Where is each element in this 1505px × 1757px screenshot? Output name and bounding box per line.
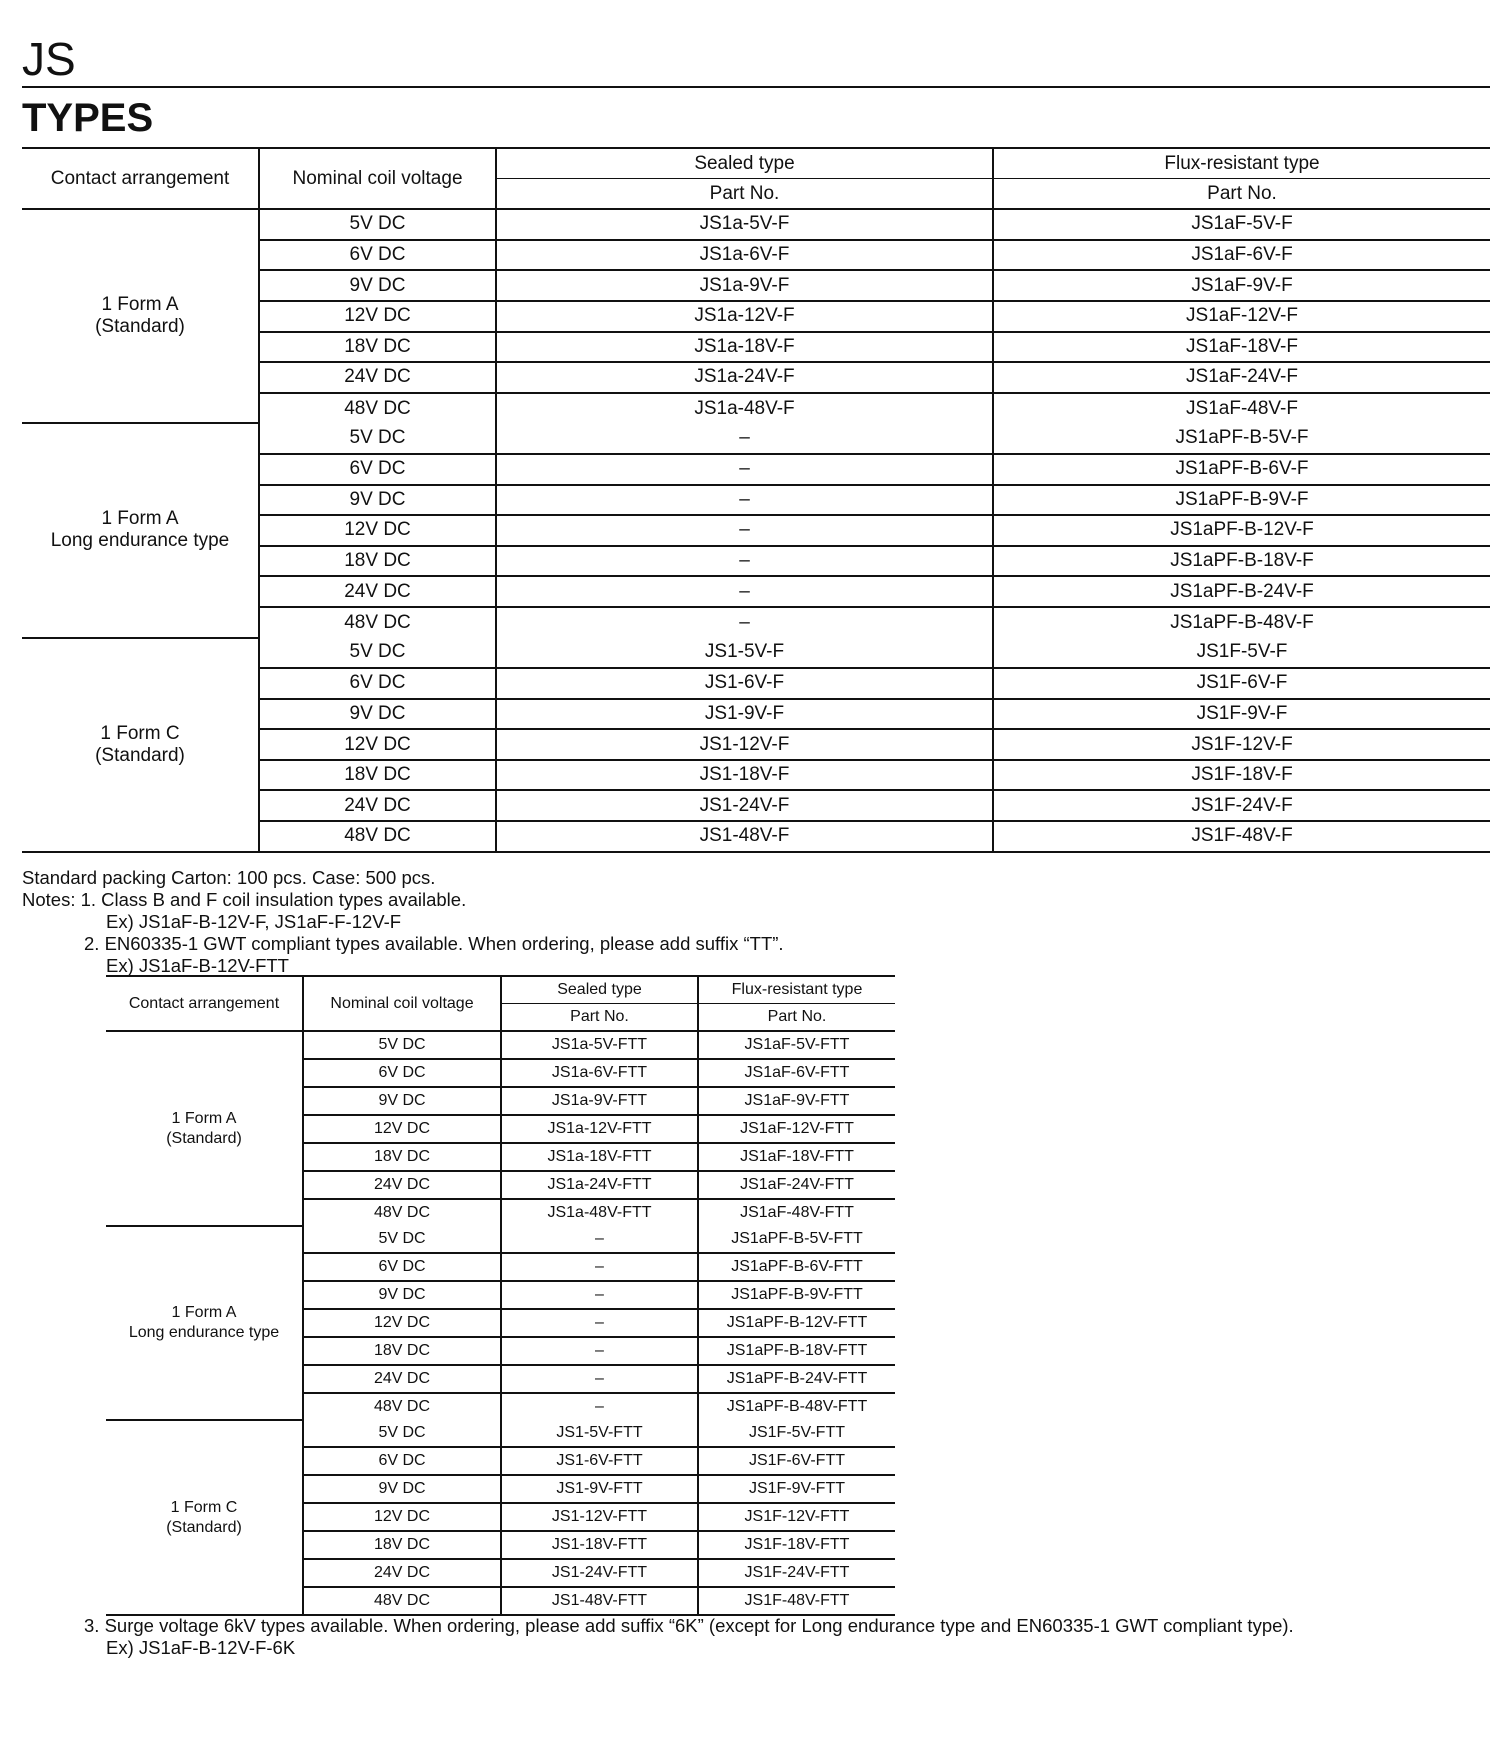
note-2: 2. EN60335-1 GWT compliant types available. When ordering, please add suffix “TT”. — [84, 933, 784, 954]
contact-arrangement-cell — [106, 1226, 303, 1420]
types-table — [22, 147, 1490, 853]
coil-voltage-cell: 18V DC — [303, 1337, 501, 1365]
header-nominal-coil-voltage: Nominal coil voltage — [259, 148, 496, 209]
sealed-part-no-cell: – — [496, 576, 993, 607]
sealed-part-no-cell: JS1a-24V-FTT — [501, 1171, 698, 1199]
flux-part-no-cell: JS1aF-48V-FTT — [698, 1199, 895, 1226]
coil-voltage-cell: 6V DC — [303, 1059, 501, 1087]
flux-part-no-cell: JS1aPF-B-9V-FTT — [698, 1281, 895, 1309]
flux-part-no-cell: JS1aPF-B-5V-FTT — [698, 1226, 895, 1253]
header-nominal-coil-voltage: Nominal coil voltage — [303, 976, 501, 1031]
contact-arrangement-line: (Standard) — [95, 316, 185, 338]
notes-top — [22, 867, 784, 977]
coil-voltage-cell: 12V DC — [303, 1115, 501, 1143]
types-table-body — [22, 209, 1490, 851]
header-part-no-flux: Part No. — [698, 1004, 895, 1032]
note-1: Notes: 1. Class B and F coil insulation types available. — [22, 889, 467, 910]
header-part-no-flux: Part No. — [993, 179, 1490, 210]
table-row — [106, 1226, 895, 1253]
coil-voltage-cell: 18V DC — [259, 760, 496, 791]
flux-part-no-cell: JS1aF-5V-F — [993, 209, 1490, 240]
contact-arrangement-line: 1 Form A — [171, 1304, 237, 1321]
flux-part-no-cell: JS1aPF-B-12V-FTT — [698, 1309, 895, 1337]
flux-part-no-cell: JS1aF-18V-F — [993, 332, 1490, 363]
flux-part-no-cell: JS1aF-9V-FTT — [698, 1087, 895, 1115]
flux-part-no-cell: JS1aPF-B-24V-FTT — [698, 1365, 895, 1393]
header-sealed-type: Sealed type — [501, 976, 698, 1004]
coil-voltage-cell: 12V DC — [259, 301, 496, 332]
coil-voltage-cell: 24V DC — [259, 790, 496, 821]
section-title: TYPES — [22, 96, 154, 140]
contact-arrangement-line: 1 Form A — [101, 508, 179, 530]
flux-part-no-cell: JS1aPF-B-6V-F — [993, 454, 1490, 485]
sealed-part-no-cell: JS1a-48V-FTT — [501, 1199, 698, 1226]
notes-bottom — [84, 1615, 1294, 1659]
flux-part-no-cell: JS1aPF-B-5V-F — [993, 423, 1490, 454]
flux-part-no-cell: JS1F-18V-F — [993, 760, 1490, 791]
header-contact-arrangement: Contact arrangement — [22, 148, 259, 209]
header-sealed-type: Sealed type — [496, 148, 993, 179]
packing-note: Standard packing Carton: 100 pcs. Case: 500 pcs. — [22, 867, 436, 888]
coil-voltage-cell: 9V DC — [303, 1087, 501, 1115]
coil-voltage-cell: 6V DC — [259, 454, 496, 485]
flux-part-no-cell: JS1F-24V-F — [993, 790, 1490, 821]
flux-part-no-cell: JS1aPF-B-24V-F — [993, 576, 1490, 607]
flux-part-no-cell: JS1aF-6V-FTT — [698, 1059, 895, 1087]
flux-part-no-cell: JS1aF-12V-FTT — [698, 1115, 895, 1143]
coil-voltage-cell: 48V DC — [259, 393, 496, 424]
contact-arrangement-line: 1 Form A — [101, 294, 179, 316]
coil-voltage-cell: 9V DC — [259, 485, 496, 516]
table-row — [22, 638, 1490, 669]
series-name: JS — [22, 33, 76, 85]
contact-arrangement-cell — [22, 423, 259, 637]
sealed-part-no-cell: JS1-12V-F — [496, 729, 993, 760]
sealed-part-no-cell: – — [501, 1365, 698, 1393]
coil-voltage-cell: 48V DC — [259, 607, 496, 638]
contact-arrangement-line: (Standard) — [95, 744, 185, 766]
ftt-types-table-body — [106, 1031, 895, 1615]
contact-arrangement-cell — [106, 1420, 303, 1615]
sealed-part-no-cell: JS1a-6V-FTT — [501, 1059, 698, 1087]
sealed-part-no-cell: JS1a-12V-F — [496, 301, 993, 332]
contact-arrangement-line: 1 Form A — [171, 1109, 237, 1127]
coil-voltage-cell: 24V DC — [259, 362, 496, 393]
flux-part-no-cell: JS1aPF-B-48V-FTT — [698, 1393, 895, 1420]
flux-part-no-cell: JS1aPF-B-12V-F — [993, 515, 1490, 546]
flux-part-no-cell: JS1aF-24V-F — [993, 362, 1490, 393]
coil-voltage-cell: 24V DC — [259, 576, 496, 607]
flux-part-no-cell: JS1aPF-B-18V-F — [993, 546, 1490, 577]
note-2-example: Ex) JS1aF-B-12V-FTT — [106, 955, 289, 976]
sealed-part-no-cell: – — [496, 423, 993, 454]
contact-arrangement-line: Long endurance type — [128, 1324, 280, 1341]
coil-voltage-cell: 6V DC — [259, 668, 496, 699]
flux-part-no-cell: JS1F-48V-FTT — [698, 1587, 895, 1615]
coil-voltage-cell: 24V DC — [303, 1365, 501, 1393]
coil-voltage-cell: 5V DC — [303, 1226, 501, 1253]
sealed-part-no-cell: – — [501, 1226, 698, 1253]
sealed-part-no-cell: – — [501, 1281, 698, 1309]
sealed-part-no-cell: – — [496, 454, 993, 485]
sealed-part-no-cell: JS1-6V-FTT — [501, 1447, 698, 1475]
flux-part-no-cell: JS1aF-18V-FTT — [698, 1143, 895, 1171]
note-1-example: Ex) JS1aF-B-12V-F, JS1aF-F-12V-F — [106, 911, 402, 932]
coil-voltage-cell: 9V DC — [303, 1281, 501, 1309]
coil-voltage-cell: 6V DC — [303, 1447, 501, 1475]
contact-arrangement-line: 1 Form C — [170, 1498, 238, 1516]
sealed-part-no-cell: – — [496, 546, 993, 577]
coil-voltage-cell: 12V DC — [259, 729, 496, 760]
coil-voltage-cell: 9V DC — [303, 1475, 501, 1503]
coil-voltage-cell: 18V DC — [303, 1143, 501, 1171]
sealed-part-no-cell: JS1a-24V-F — [496, 362, 993, 393]
sealed-part-no-cell: JS1a-9V-FTT — [501, 1087, 698, 1115]
coil-voltage-cell: 12V DC — [303, 1503, 501, 1531]
table-row — [22, 423, 1490, 454]
coil-voltage-cell: 9V DC — [259, 270, 496, 301]
contact-arrangement-cell — [106, 1031, 303, 1226]
coil-voltage-cell: 48V DC — [259, 821, 496, 852]
header-part-no-sealed: Part No. — [501, 1004, 698, 1032]
flux-part-no-cell: JS1F-5V-F — [993, 638, 1490, 669]
sealed-part-no-cell: JS1-24V-FTT — [501, 1559, 698, 1587]
flux-part-no-cell: JS1aPF-B-18V-FTT — [698, 1337, 895, 1365]
sealed-part-no-cell: JS1-48V-FTT — [501, 1587, 698, 1615]
sealed-part-no-cell: JS1a-12V-FTT — [501, 1115, 698, 1143]
flux-part-no-cell: JS1aF-12V-F — [993, 301, 1490, 332]
contact-arrangement-line: 1 Form C — [100, 722, 180, 744]
flux-part-no-cell: JS1F-6V-F — [993, 668, 1490, 699]
sealed-part-no-cell: – — [496, 485, 993, 516]
sealed-part-no-cell: JS1a-18V-F — [496, 332, 993, 363]
coil-voltage-cell: 6V DC — [303, 1253, 501, 1281]
contact-arrangement-cell — [22, 209, 259, 423]
sealed-part-no-cell: JS1-5V-FTT — [501, 1420, 698, 1447]
flux-part-no-cell: JS1aF-24V-FTT — [698, 1171, 895, 1199]
table-row — [106, 1031, 895, 1059]
coil-voltage-cell: 18V DC — [259, 546, 496, 577]
contact-arrangement-cell — [22, 638, 259, 852]
contact-arrangement-line: Long endurance type — [50, 530, 230, 552]
sealed-part-no-cell: JS1-24V-F — [496, 790, 993, 821]
coil-voltage-cell: 9V DC — [259, 699, 496, 730]
sealed-part-no-cell: – — [496, 607, 993, 638]
ftt-types-table — [106, 975, 895, 1616]
coil-voltage-cell: 5V DC — [303, 1031, 501, 1059]
coil-voltage-cell: 5V DC — [259, 209, 496, 240]
header-flux-resistant-type: Flux-resistant type — [993, 148, 1490, 179]
sealed-part-no-cell: JS1-9V-FTT — [501, 1475, 698, 1503]
coil-voltage-cell: 18V DC — [303, 1531, 501, 1559]
sealed-part-no-cell: JS1-6V-F — [496, 668, 993, 699]
flux-part-no-cell: JS1aF-6V-F — [993, 240, 1490, 271]
table-row — [106, 1420, 895, 1447]
flux-part-no-cell: JS1F-5V-FTT — [698, 1420, 895, 1447]
coil-voltage-cell: 48V DC — [303, 1199, 501, 1226]
sealed-part-no-cell: JS1-18V-FTT — [501, 1531, 698, 1559]
sealed-part-no-cell: – — [501, 1393, 698, 1420]
coil-voltage-cell: 12V DC — [259, 515, 496, 546]
coil-voltage-cell: 5V DC — [303, 1420, 501, 1447]
sealed-part-no-cell: JS1-9V-F — [496, 699, 993, 730]
sealed-part-no-cell: JS1a-9V-F — [496, 270, 993, 301]
sealed-part-no-cell: JS1a-5V-F — [496, 209, 993, 240]
contact-arrangement-line: (Standard) — [166, 1129, 242, 1147]
sealed-part-no-cell: JS1-48V-F — [496, 821, 993, 852]
flux-part-no-cell: JS1F-9V-F — [993, 699, 1490, 730]
coil-voltage-cell: 5V DC — [259, 638, 496, 669]
flux-part-no-cell: JS1F-9V-FTT — [698, 1475, 895, 1503]
sealed-part-no-cell: JS1-12V-FTT — [501, 1503, 698, 1531]
coil-voltage-cell: 5V DC — [259, 423, 496, 454]
coil-voltage-cell: 18V DC — [259, 332, 496, 363]
coil-voltage-cell: 24V DC — [303, 1559, 501, 1587]
flux-part-no-cell: JS1F-6V-FTT — [698, 1447, 895, 1475]
flux-part-no-cell: JS1aPF-B-48V-F — [993, 607, 1490, 638]
sealed-part-no-cell: JS1a-5V-FTT — [501, 1031, 698, 1059]
coil-voltage-cell: 24V DC — [303, 1171, 501, 1199]
flux-part-no-cell: JS1F-12V-FTT — [698, 1503, 895, 1531]
sealed-part-no-cell: JS1a-18V-FTT — [501, 1143, 698, 1171]
header-contact-arrangement: Contact arrangement — [106, 976, 303, 1031]
flux-part-no-cell: JS1F-12V-F — [993, 729, 1490, 760]
sealed-part-no-cell: – — [496, 515, 993, 546]
coil-voltage-cell: 6V DC — [259, 240, 496, 271]
note-3-example: Ex) JS1aF-B-12V-F-6K — [106, 1637, 296, 1658]
sealed-part-no-cell: JS1a-48V-F — [496, 393, 993, 424]
flux-part-no-cell: JS1aF-5V-FTT — [698, 1031, 895, 1059]
flux-part-no-cell: JS1aPF-B-9V-F — [993, 485, 1490, 516]
table-row — [22, 209, 1490, 240]
coil-voltage-cell: 48V DC — [303, 1393, 501, 1420]
note-3: 3. Surge voltage 6kV types available. When ordering, please add suffix “6K” (except for Long endurance type and EN60335-1 GWT compliant type). — [84, 1615, 1294, 1636]
contact-arrangement-line: (Standard) — [166, 1518, 242, 1536]
flux-part-no-cell: JS1aF-48V-F — [993, 393, 1490, 424]
flux-part-no-cell: JS1aPF-B-6V-FTT — [698, 1253, 895, 1281]
flux-part-no-cell: JS1F-24V-FTT — [698, 1559, 895, 1587]
header-rule — [22, 86, 1490, 88]
sealed-part-no-cell: JS1a-6V-F — [496, 240, 993, 271]
coil-voltage-cell: 48V DC — [303, 1587, 501, 1615]
sealed-part-no-cell: – — [501, 1309, 698, 1337]
header-part-no-sealed: Part No. — [496, 179, 993, 210]
sealed-part-no-cell: – — [501, 1253, 698, 1281]
flux-part-no-cell: JS1F-48V-F — [993, 821, 1490, 852]
sealed-part-no-cell: – — [501, 1337, 698, 1365]
sealed-part-no-cell: JS1-18V-F — [496, 760, 993, 791]
flux-part-no-cell: JS1F-18V-FTT — [698, 1531, 895, 1559]
sealed-part-no-cell: JS1-5V-F — [496, 638, 993, 669]
coil-voltage-cell: 12V DC — [303, 1309, 501, 1337]
header-flux-resistant-type: Flux-resistant type — [698, 976, 895, 1004]
flux-part-no-cell: JS1aF-9V-F — [993, 270, 1490, 301]
